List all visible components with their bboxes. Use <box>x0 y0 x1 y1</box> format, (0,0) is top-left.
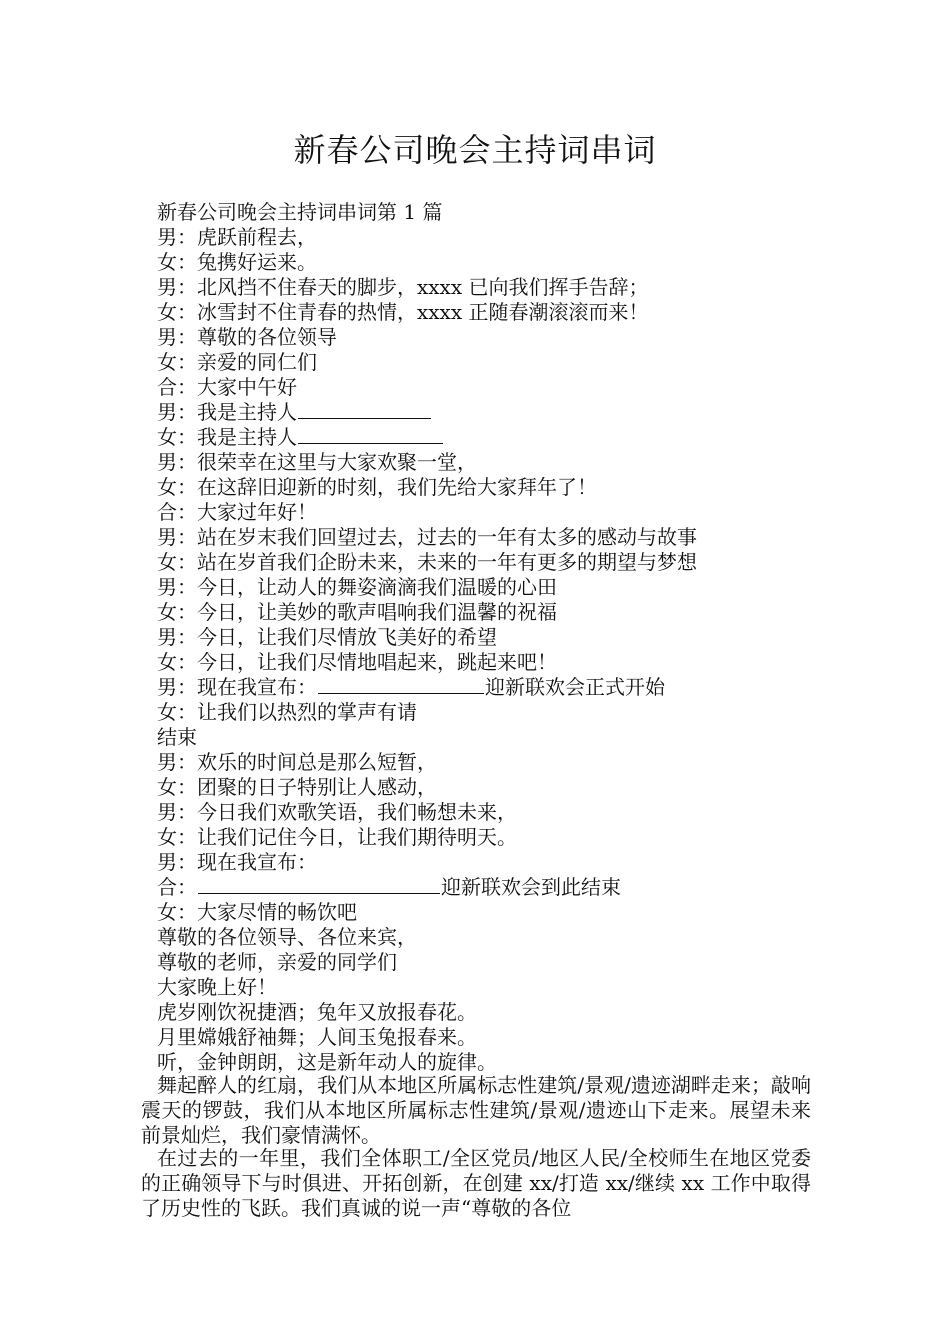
body-paragraph: 在过去的一年里，我们全体职工/全区党员/地区人民/全校师生在地区党委的正确领导下与时俱进、开拓创新，在创建 xx/打造 xx/继续 xx 工作中取得了历史性的飞跃。我们真诚的说一声“尊敬的各位 <box>141 1146 811 1220</box>
fill-in-blank <box>198 875 440 894</box>
text-line: 听，金钟朗朗，这是新年动人的旋律。 <box>157 1050 497 1074</box>
text-line: 男：北风挡不住春天的脚步，xxxx 已向我们挥手告辞； <box>157 275 649 299</box>
text-line: 合：大家过年好！ <box>157 500 317 524</box>
text-line: 男：虎跃前程去， <box>157 225 317 249</box>
text-line: 女：冰雪封不住青春的热情，xxxx 正随春潮滚滚而来！ <box>157 300 649 324</box>
text-line: 男：尊敬的各位领导 <box>157 325 337 349</box>
text-line: 女：亲爱的同仁们 <box>157 350 317 374</box>
text-line: 女：在这辞旧迎新的时刻，我们先给大家拜年了！ <box>157 475 597 499</box>
text-line: 结束 <box>157 725 197 749</box>
text-line: 男：现在我宣布： <box>157 850 317 874</box>
fill-in-blank <box>298 400 431 419</box>
text-line: 尊敬的各位领导、各位来宾， <box>157 925 417 949</box>
text-line: 男：很荣幸在这里与大家欢聚一堂， <box>157 450 477 474</box>
text-line: 男：今日，让我们尽情放飞美好的希望 <box>157 625 497 649</box>
text-line: 男：现在我宣布： 迎新联欢会正式开始 <box>157 675 665 699</box>
text-line: 大家晚上好！ <box>157 975 277 999</box>
text-line: 女：让我们以热烈的掌声有请 <box>157 700 417 724</box>
text-line: 新春公司晚会主持词串词第 1 篇 <box>157 200 443 224</box>
text-line: 尊敬的老师，亲爱的同学们 <box>157 950 397 974</box>
text-line: 女：兔携好运来。 <box>157 250 317 274</box>
text-line: 合：大家中午好 <box>157 375 297 399</box>
fill-in-blank <box>298 425 443 444</box>
body-paragraph: 舞起醉人的红扇，我们从本地区所属标志性建筑/景观/遗迹湖畔走来；敲响震天的锣鼓，我们从本地区所属标志性建筑/景观/遗迹山下走来。展望未来前景灿烂，我们豪情满怀。 <box>141 1073 811 1147</box>
text-line: 合： 迎新联欢会到此结束 <box>157 875 621 899</box>
text-line: 男：我是主持人 <box>157 400 432 424</box>
fill-in-blank <box>318 675 484 694</box>
text-line: 男：今日，让动人的舞姿滴滴我们温暖的心田 <box>157 575 557 599</box>
text-line: 女：大家尽情的畅饮吧 <box>157 900 357 924</box>
text-line: 女：让我们记住今日，让我们期待明天。 <box>157 825 517 849</box>
text-line: 女：我是主持人 <box>157 425 444 449</box>
text-line: 虎岁刚饮祝捷酒；兔年又放报春花。 <box>157 1000 477 1024</box>
text-line: 男：站在岁末我们回望过去，过去的一年有太多的感动与故事 <box>157 525 697 549</box>
text-line: 女：今日，让我们尽情地唱起来，跳起来吧！ <box>157 650 557 674</box>
text-line: 女：团聚的日子特别让人感动， <box>157 775 437 799</box>
text-line: 男：欢乐的时间总是那么短暂， <box>157 750 437 774</box>
text-line: 男：今日我们欢歌笑语，我们畅想未来， <box>157 800 517 824</box>
document-title: 新春公司晚会主持词串词 <box>293 131 657 169</box>
text-line: 女：站在岁首我们企盼未来，未来的一年有更多的期望与梦想 <box>157 550 697 574</box>
text-line: 月里嫦娥舒袖舞；人间玉兔报春来。 <box>157 1025 477 1049</box>
text-line: 女：今日，让美妙的歌声唱响我们温馨的祝福 <box>157 600 557 624</box>
